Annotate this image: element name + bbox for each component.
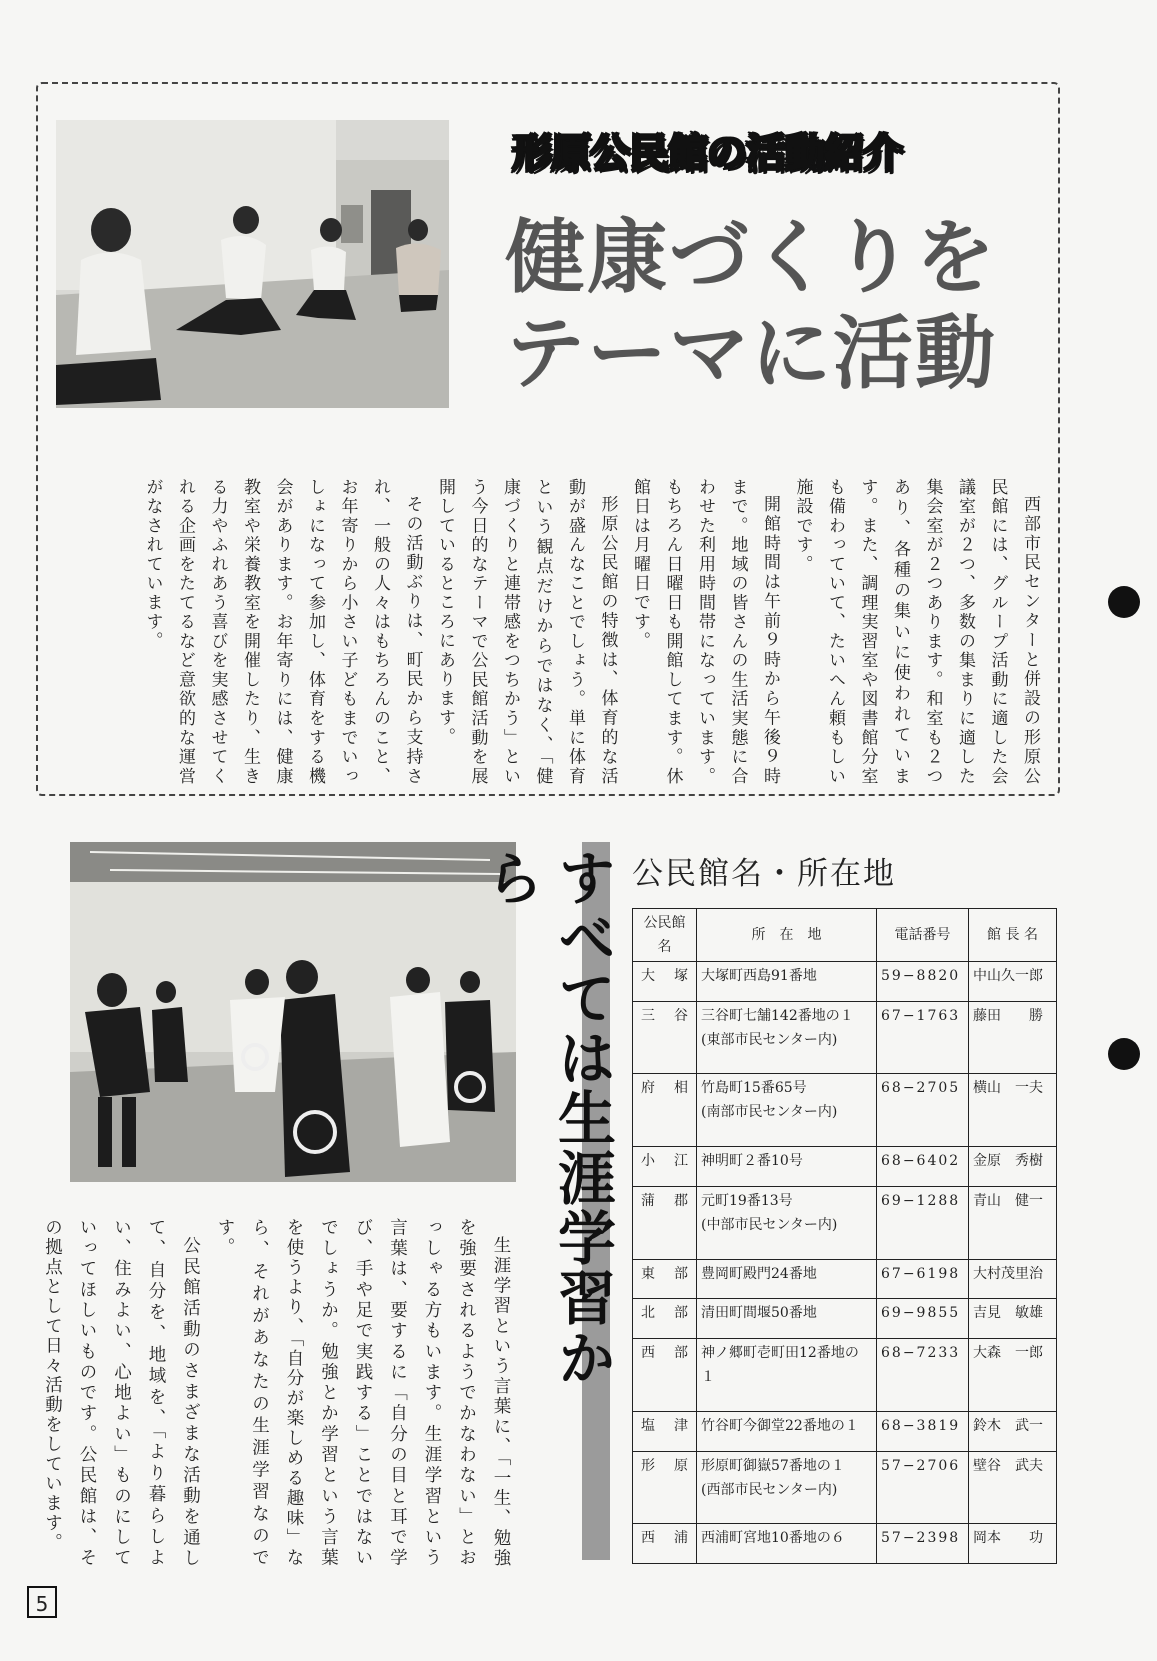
address-note: (中部市民センター内) — [701, 1216, 838, 1233]
body-paragraph: 形原公民館の特徴は、体育的な活動が盛んなことでしょう。単に体育という観点だけからではなく、「健康づくりと連帯感をつちかう」という今日的なテーマで公民館活動を展開しているところにあります。 — [435, 478, 618, 786]
center-name-cell: 西部 — [633, 1339, 697, 1412]
center-name-cell: 北部 — [633, 1299, 697, 1339]
column-header: 館 長 名 — [969, 909, 1057, 962]
center-name-cell: 府相 — [633, 1074, 697, 1147]
center-name-cell: 大塚 — [633, 962, 697, 1002]
phone-cell: 57−2706 — [877, 1451, 969, 1524]
address-line: 神ノ郷町壱町田12番地の１ — [701, 1345, 859, 1386]
address-line: 三谷町七舗142番地の１ — [701, 1007, 854, 1024]
center-name-cell: 塩津 — [633, 1411, 697, 1451]
director-cell: 壁谷 武夫 — [969, 1451, 1057, 1524]
address-line: 西浦町宮地10番地の６ — [701, 1530, 845, 1547]
table-body — [633, 962, 1057, 1564]
address-cell — [697, 1451, 877, 1524]
director-cell: 横山 一夫 — [969, 1074, 1057, 1147]
phone-cell: 59−8820 — [877, 962, 969, 1002]
director-cell: 中山久一郎 — [969, 962, 1057, 1002]
center-name-cell: 形原 — [633, 1451, 697, 1524]
center-name-cell: 蒲郡 — [633, 1186, 697, 1259]
center-name-cell: 東部 — [633, 1259, 697, 1299]
address-cell — [697, 1001, 877, 1074]
table-row — [633, 1001, 1057, 1074]
address-note: (東部市民センター内) — [701, 1031, 838, 1048]
address-line: 大塚町西島91番地 — [701, 968, 817, 984]
exercise-class-photo — [56, 120, 449, 408]
director-cell: 青山 健一 — [969, 1186, 1057, 1259]
address-cell — [697, 1147, 877, 1187]
phone-cell: 67−1763 — [877, 1001, 969, 1074]
phone-cell: 68−7233 — [877, 1339, 969, 1412]
body-paragraph: 公民館活動のさまざまな活動を通して、自分を、地域を、「より暮らしよい、住みよい、心地よい」ものにしていってほしいものです。公民館は、その拠点として日々活動をしています。 — [42, 1218, 201, 1568]
body-paragraph: 開館時間は午前９時から午後９時まで。地域の皆さんの生活実態に合わせた利用時間帯になっています。もちろん日曜日も開館してます。休館日は月曜日です。 — [630, 478, 780, 786]
director-cell: 鈴木 武一 — [969, 1411, 1057, 1451]
phone-cell: 69−9855 — [877, 1299, 969, 1339]
address-cell — [697, 1299, 877, 1339]
address-cell — [697, 962, 877, 1002]
director-cell: 大森 一郎 — [969, 1339, 1057, 1412]
table-row — [633, 1451, 1057, 1524]
address-cell — [697, 1259, 877, 1299]
director-cell: 吉見 敏雄 — [969, 1299, 1057, 1339]
column-header: 公民館名 — [633, 909, 697, 962]
column-header: 所 在 地 — [697, 909, 877, 962]
director-cell: 大村茂里治 — [969, 1259, 1057, 1299]
phone-cell: 69−1288 — [877, 1186, 969, 1259]
phone-cell: 57−2398 — [877, 1524, 969, 1564]
phone-cell: 68−3819 — [877, 1411, 969, 1451]
address-line: 竹島町15番65号 — [701, 1080, 807, 1097]
section-kicker: 形原公民館の活動紹介 — [512, 131, 902, 177]
table-row — [633, 1186, 1057, 1259]
address-line: 清田町間堰50番地 — [701, 1305, 817, 1322]
punch-hole-top — [1108, 586, 1140, 618]
address-line: 形原町御嶽57番地の１ — [701, 1457, 845, 1474]
punch-hole-bottom — [1108, 1038, 1140, 1070]
phone-cell: 67−6198 — [877, 1259, 969, 1299]
table-row — [633, 1411, 1057, 1451]
body-paragraph: 西部市民センターと併設の形原公民館には、グループ活動に適した会議室が２つ、多数の集まりに適した集会室が２つあります。和室も２つあり、各種の集いに使われています。また、調理実習室や図書館分室も備わっていて、たいへん頼もしい施設です。 — [792, 478, 1040, 786]
director-cell: 金原 秀樹 — [969, 1147, 1057, 1187]
table-title: 公民館名・所在地 — [632, 856, 896, 892]
table-row — [633, 1339, 1057, 1412]
table-row — [633, 962, 1057, 1002]
headline-line-2: テーマに活動 — [505, 307, 997, 400]
section2-vertical-title: すべては生涯学習から — [476, 848, 616, 1388]
body-paragraph: その活動ぶりは、町民から支持され、一般の人々はもちろんのこと、お年寄りから小さい子どもまでいっしょになって参加し、体育をする機会があります。お年寄りには、健康教室や栄養教室を開催したり、生きる力やふれあう喜びを実感させてくれる企画をたてるなど意欲的な運営がなされています。 — [142, 478, 423, 786]
address-line: 元町19番13号 — [701, 1192, 793, 1209]
address-cell — [697, 1186, 877, 1259]
table-row — [633, 1524, 1057, 1564]
address-line: 豊岡町殿門24番地 — [701, 1265, 817, 1282]
table-row — [633, 1147, 1057, 1187]
page-number: 5 — [27, 1586, 57, 1618]
table-row — [633, 1259, 1057, 1299]
center-name-cell: 西浦 — [633, 1524, 697, 1564]
section-headline — [505, 210, 1045, 402]
section2-body — [42, 1218, 518, 1568]
address-line: 竹谷町今御堂22番地の１ — [701, 1417, 859, 1434]
address-cell — [697, 1411, 877, 1451]
headline-line-1: 健康づくりを — [505, 211, 997, 304]
community-center-table — [632, 908, 1057, 1564]
table-row — [633, 1299, 1057, 1339]
column-header: 電話番号 — [877, 909, 969, 962]
director-cell: 岡本 功 — [969, 1524, 1057, 1564]
table-header-row — [633, 909, 1057, 962]
phone-cell: 68−6402 — [877, 1147, 969, 1187]
address-cell — [697, 1339, 877, 1412]
center-name-cell: 小江 — [633, 1147, 697, 1187]
address-cell — [697, 1524, 877, 1564]
address-note: (西部市民センター内) — [701, 1481, 838, 1498]
section1-body — [56, 478, 1046, 786]
phone-cell: 68−2705 — [877, 1074, 969, 1147]
center-name-cell: 三谷 — [633, 1001, 697, 1074]
address-note: (南部市民センター内) — [701, 1104, 838, 1121]
dance-class-photo — [70, 842, 516, 1182]
body-paragraph: 生涯学習という言葉に、「一生、勉強を強要されるようでかなわない」とおっしゃる方もいます。生涯学習という言葉は、要するに「自分の目と耳で学び、手や足で実践する」ことではないでしょうか。勉強とか学習という言葉を使うより、「自分が楽しめる趣味」なら、それがあなたの生涯学習なのです。 — [215, 1218, 511, 1568]
director-cell: 藤田 勝 — [969, 1001, 1057, 1074]
address-line: 神明町２番10号 — [701, 1153, 803, 1170]
table-row — [633, 1074, 1057, 1147]
address-cell — [697, 1074, 877, 1147]
